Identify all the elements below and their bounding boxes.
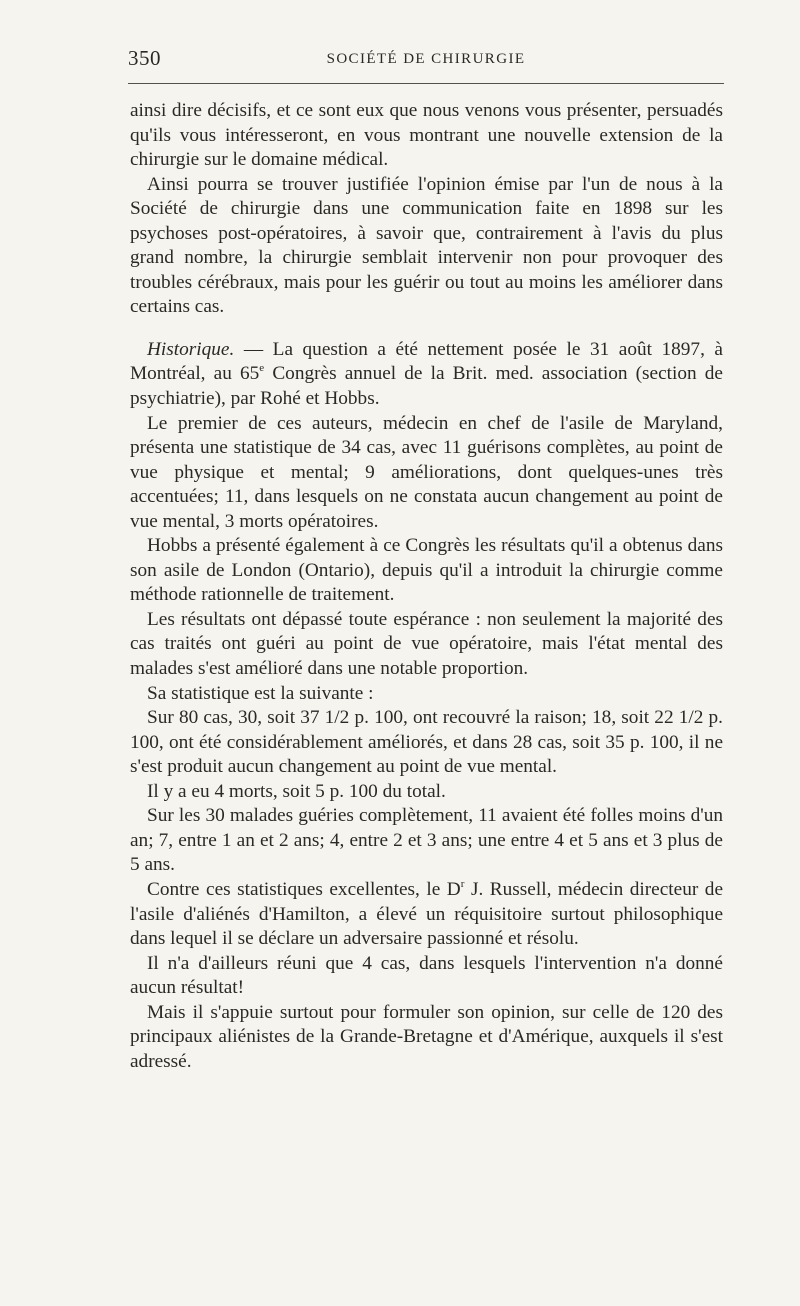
- paragraph-statistique: Sur 80 cas, 30, soit 37 1/2 p. 100, ont recouvré la raison; 18, soit 22 1/2 p. 100, ont été considérablement améliorés, et dans 28 cas, soit 35 p. 100, il ne s'est produit aucun changement au point de vue mental.: [130, 707, 723, 778]
- ordinal-superscript: e: [259, 362, 265, 375]
- paragraph-rohe: Le premier de ces auteurs, médecin en chef de l'asile de Maryland, présenta une statistique de 34 cas, avec 11 guérisons complètes, au point de vue physique et mental; 9 améliorations, dont quelques-unes très accentuées; 11, dans lesquels on ne constata aucun changement au point de vue mental, 3 morts opératoires.: [130, 412, 723, 532]
- paragraph-psychoses: Ainsi pourra se trouver justifiée l'opinion émise par l'un de nous à la Société de chirurgie dans une communication faite en 1898 sur les psychoses post-opératoires, à savoir que, contrairement à l'avis du plus grand nombre, la chirurgie semblait intervenir non pour provoquer des troubles cérébraux, mais pour les guérir ou tout au moins les améliorer dans certains cas.: [130, 173, 723, 318]
- paragraph-resultats: Les résultats ont dépassé toute espérance : non seulement la majorité des cas traités ont guéri au point de vue opératoire, mais l'état mental des malades s'est amélioré dans une notable proportion.: [130, 608, 723, 680]
- paragraph-alienistes: Mais il s'appuie surtout pour formuler son opinion, sur celle de 120 des principaux aliénistes de la Grande-Bretagne et d'Amérique, auxquels il s'est adressé.: [130, 1001, 723, 1072]
- historique-text-b: Congrès annuel de la Brit. med. association (section de psychiatrie), par Rohé et Hobbs.: [130, 363, 723, 410]
- section-label: Historique.: [147, 338, 235, 360]
- body-text: [130, 99, 723, 1074]
- paragraph-historique: [130, 338, 723, 412]
- header-rule: [128, 83, 724, 84]
- paragraph-morts: Il y a eu 4 morts, soit 5 p. 100 du total.: [147, 780, 446, 802]
- paragraph-quatre-cas: Il n'a d'ailleurs réuni que 4 cas, dans lesquels l'intervention n'a donné aucun résultat!: [130, 952, 723, 999]
- paragraph-statistique-intro: Sa statistique est la suivante :: [147, 682, 374, 704]
- paragraph-continuation: ainsi dire décisifs, et ce sont eux que nous venons vous présenter, persuadés qu'ils vous intéresseront, en vous montrant une nouvelle extension de la chirurgie sur le domaine médical.: [130, 100, 723, 171]
- paragraph-malades: Sur les 30 malades guéries complètement, 11 avaient été folles moins d'un an; 7, entre 1 an et 2 ans; 4, entre 2 et 3 ans; une entre 4 et 5 ans et 3 plus de 5 ans.: [130, 805, 723, 876]
- running-head: [128, 44, 724, 72]
- paragraph-russell: [130, 878, 723, 952]
- running-title: SOCIÉTÉ DE CHIRURGIE: [326, 51, 526, 67]
- russell-text-b: J. Russell, médecin directeur de l'asile d'aliénés d'Hamilton, a élevé un réquisitoire surtout philosophique dans lequel il se déclare un adversaire passionné et résolu.: [130, 878, 724, 950]
- page-number: 350: [128, 46, 161, 70]
- doctor-superscript: r: [460, 877, 465, 890]
- paragraph-hobbs: Hobbs a présenté également à ce Congrès les résultats qu'il a obtenus dans son asile de London (Ontario), depuis qu'il a introduit la chirurgie comme méthode rationnelle de traitement.: [130, 535, 723, 606]
- historique-text-a: — La question a été nettement posée le 31 août 1897, à Montréal, au 65: [130, 338, 723, 385]
- russell-text-a: Contre ces statistiques excellentes, le D: [147, 878, 461, 900]
